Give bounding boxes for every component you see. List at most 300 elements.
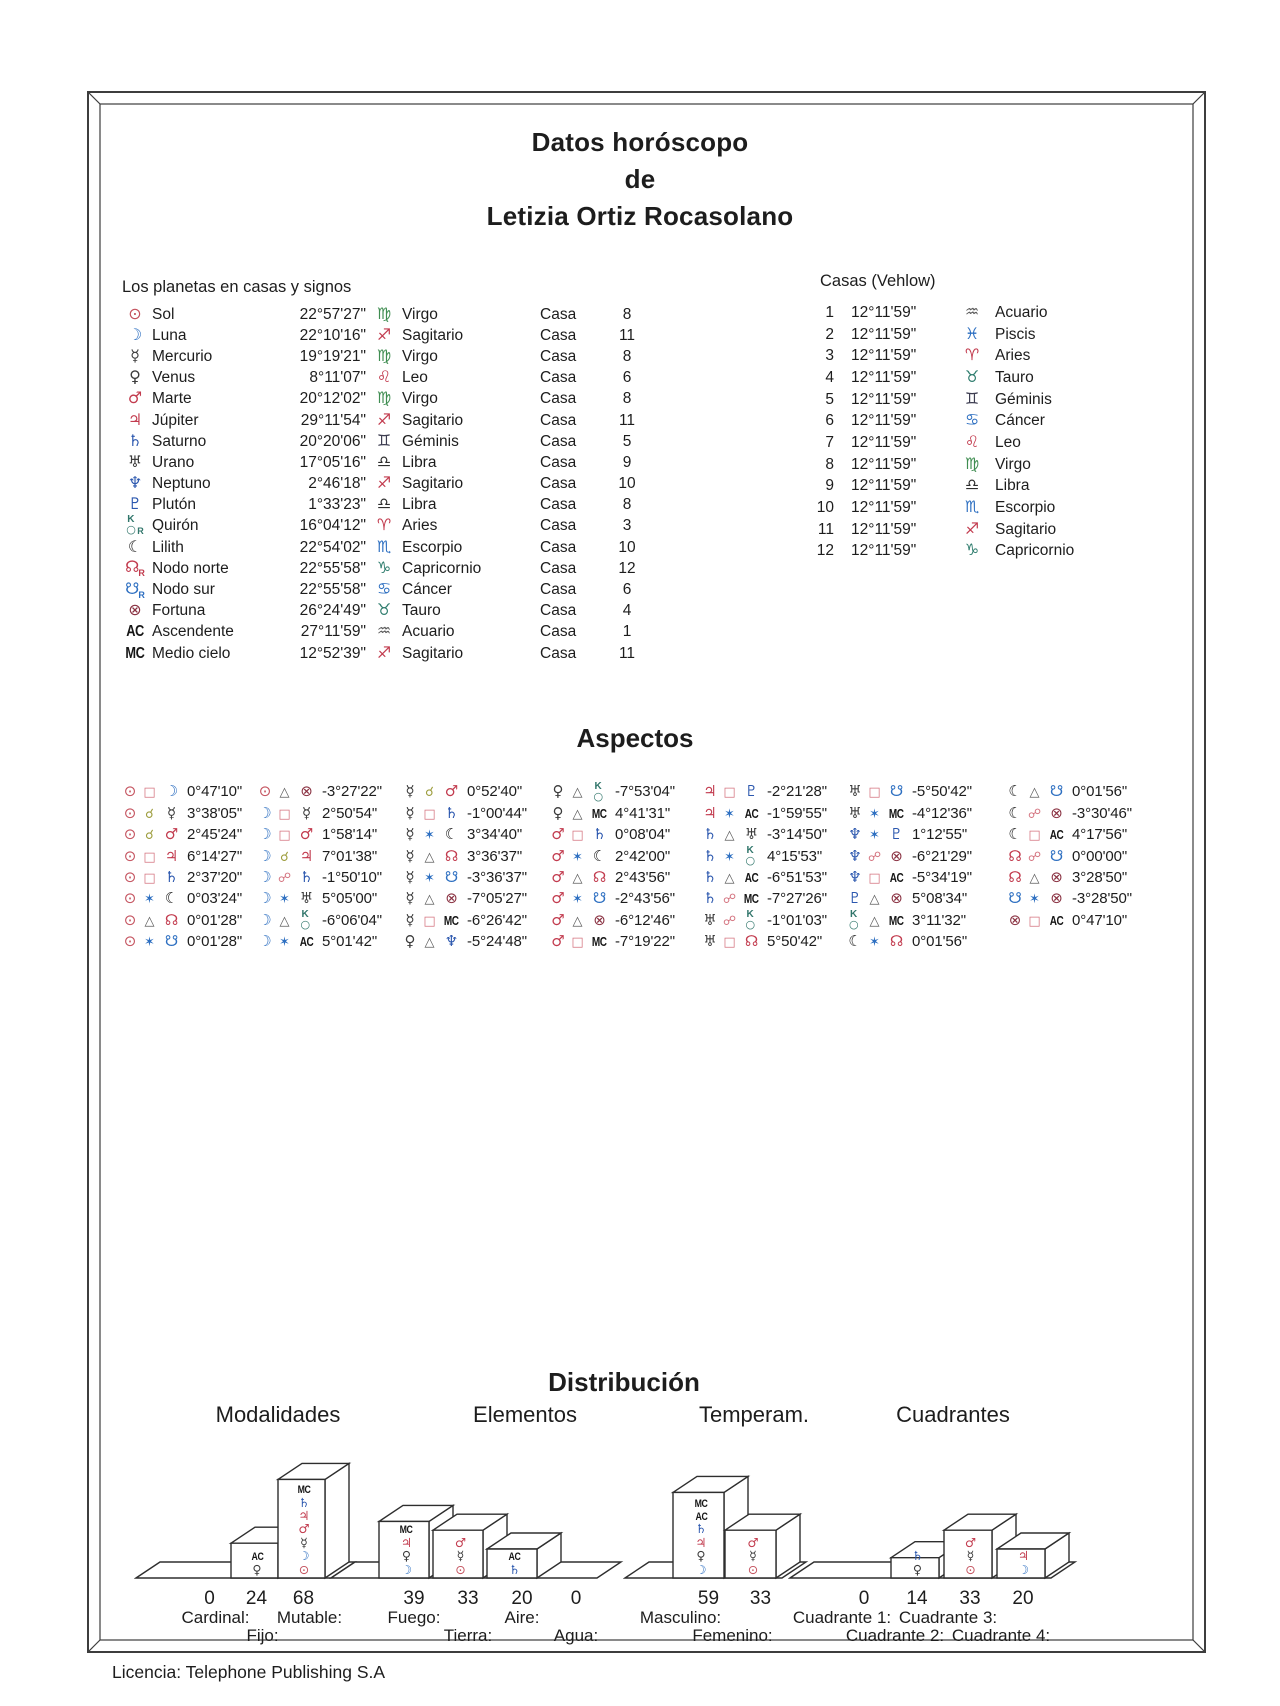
license-text: Licencia: Telephone Publishing S.A	[112, 1662, 386, 1682]
pisces-icon: ♓	[964, 323, 980, 343]
venus-icon: ♀	[552, 782, 564, 801]
conjunction-icon: ☌	[280, 849, 289, 865]
sign-name: Sagitario	[402, 411, 464, 429]
moon-icon: ☽	[127, 324, 143, 344]
AC-icon: AC	[744, 806, 759, 821]
aspect-value: 5°50'42"	[767, 933, 823, 951]
bar-glyph-stack	[433, 1536, 483, 1576]
aspect-value: 2°42'00"	[615, 847, 671, 865]
houses-section-heading: Casas (Vehlow)	[820, 272, 936, 290]
bar-glyph-line	[730, 1563, 776, 1576]
aspect-value: -4°12'36"	[912, 804, 972, 822]
fortune-icon: ⊗	[445, 889, 458, 908]
uranus-icon: ♅	[744, 825, 759, 844]
planet-position: 2°46'18"	[308, 475, 366, 493]
sun-icon: ⊙	[298, 1561, 310, 1577]
mars-icon: ♂	[454, 1534, 467, 1550]
square-icon: □	[423, 806, 436, 822]
aspect-value: 3°38'05"	[187, 804, 243, 822]
bar-glyph-line	[1002, 1549, 1045, 1562]
bar-glyph-line	[492, 1549, 537, 1562]
house-number: 10	[618, 475, 636, 493]
chiron-icon: K ○	[849, 909, 859, 932]
aspect-value: 5°05'00"	[322, 890, 378, 908]
opposition-icon: ☍	[722, 913, 737, 929]
sun-icon: ⊙	[123, 803, 137, 822]
square-icon: □	[571, 935, 584, 951]
trine-icon: △	[1029, 785, 1040, 801]
bar-glyph-line	[678, 1536, 724, 1549]
planet-name: Ascendente	[152, 623, 234, 641]
lilith-icon: ☾	[848, 932, 862, 951]
moon-icon: ☽	[258, 803, 272, 822]
bar-glyph-line	[283, 1522, 325, 1535]
aspect-value: 2°50'54"	[322, 804, 378, 822]
aries-icon: ♈	[376, 515, 392, 535]
conjunction-icon: ☌	[425, 785, 434, 801]
saturn-icon: ♄	[127, 430, 143, 450]
aspect-value: 4°41'31"	[615, 804, 671, 822]
bar-value: 20	[511, 1588, 533, 1609]
aspect-value: 4°17'56"	[1072, 826, 1128, 844]
saturn-icon: ♄	[703, 889, 717, 908]
planet-name: Marte	[152, 390, 192, 408]
planet-position: 12°52'39"	[299, 644, 366, 662]
sun-icon: ⊙	[123, 782, 137, 801]
pluto-icon: ♇	[848, 889, 862, 908]
title-line-1: Datos horóscopo	[531, 127, 749, 157]
sign-name: Géminis	[402, 432, 459, 450]
AC-icon: AC	[889, 870, 904, 885]
trine-icon: △	[572, 785, 583, 801]
sign-name: Virgo	[402, 305, 438, 323]
trine-icon: △	[572, 806, 583, 822]
house-number: 6	[622, 581, 632, 599]
moon-icon: ☽	[258, 867, 272, 886]
casa-label: Casa	[540, 369, 577, 387]
house-num: 2	[825, 325, 834, 343]
chart-title: Modalidades	[215, 1402, 341, 1427]
planet-name: Júpiter	[152, 411, 199, 429]
planet-position: 22°55'58"	[299, 581, 366, 599]
moon-icon: ☽	[1017, 1561, 1030, 1577]
bar-value: 68	[292, 1588, 315, 1609]
mars-icon: ♂	[551, 932, 565, 951]
casa-label: Casa	[540, 432, 577, 450]
casa-label: Casa	[540, 411, 577, 429]
virgo-icon: ♍	[376, 388, 392, 408]
opposition-icon: ☍	[277, 870, 292, 886]
saturn-icon: ♄	[703, 867, 717, 886]
saturn-icon: ♄	[508, 1561, 521, 1577]
bar-label: Agua:	[553, 1626, 599, 1645]
sagittarius-icon: ♐	[376, 324, 392, 344]
node_south-icon: ☋	[592, 889, 607, 908]
house-position: 12°11'59"	[851, 368, 917, 386]
node_north-icon: ☊	[744, 932, 759, 951]
lilith-icon: ☾	[164, 889, 179, 908]
casa-label: Casa	[540, 390, 577, 408]
sun-icon: ⊙	[123, 867, 137, 886]
bar-glyph-line	[896, 1563, 939, 1576]
node_north-icon: ☊	[1008, 867, 1022, 886]
venus-icon: ♀	[696, 1548, 706, 1564]
fortune-icon: ⊗	[128, 600, 142, 620]
mars-icon: ♂	[164, 825, 179, 844]
pluto-icon: ♇	[889, 825, 904, 844]
house-num: 9	[825, 477, 834, 495]
casa-label: Casa	[540, 475, 577, 493]
aspect-value: -7°27'26"	[767, 890, 827, 908]
bar-label: Cardinal:	[181, 1608, 250, 1627]
mercury-icon: ☿	[456, 1548, 465, 1564]
house-num: 3	[825, 347, 834, 365]
bar-glyph-line	[384, 1536, 429, 1549]
bar-glyph-line	[384, 1563, 429, 1576]
mercury-icon: ☿	[966, 1548, 975, 1564]
taurus-icon: ♉	[964, 366, 980, 386]
opposition-icon: ☍	[722, 892, 737, 908]
aspect-value: -5°34'19"	[912, 868, 972, 886]
trine-icon: △	[869, 913, 880, 929]
house-num: 6	[825, 412, 834, 430]
aspect-value: 3°36'37"	[467, 847, 523, 865]
aspect-value: -5°50'42"	[912, 783, 972, 801]
sign-name: Tauro	[402, 602, 441, 620]
trine-icon: △	[572, 913, 583, 929]
aspect-value: 1°58'14"	[322, 826, 378, 844]
AC-icon: AC	[299, 935, 314, 950]
bar-glyph-line	[384, 1549, 429, 1562]
mercury-icon: ☿	[405, 782, 415, 801]
sign-name: Acuario	[402, 623, 455, 641]
fortune-icon: ⊗	[300, 782, 313, 801]
aspect-value: 0°03'24"	[187, 890, 243, 908]
bar-glyph-stack	[891, 1549, 939, 1576]
aquarius-icon: ♒	[376, 621, 392, 641]
sun-icon: ⊙	[128, 303, 142, 323]
bar-glyph-stack	[725, 1536, 776, 1576]
bar-value: 24	[245, 1588, 268, 1609]
aspect-value: -3°30'46"	[1072, 804, 1132, 822]
bar-glyph-line	[949, 1536, 992, 1549]
sextile-icon: ✶	[869, 828, 880, 844]
retrograde-mark: R	[137, 526, 144, 537]
bar-glyph-line	[384, 1522, 429, 1535]
aspect-value: 2°43'56"	[615, 868, 671, 886]
aspect-value: 0°01'28"	[187, 933, 243, 951]
house-num: 5	[825, 390, 834, 408]
aspect-value: 3°28'50"	[1072, 868, 1128, 886]
sign-name: Tauro	[995, 368, 1034, 386]
sextile-icon: ✶	[869, 806, 880, 822]
aquarius-icon: ♒	[964, 301, 980, 321]
house-num: 8	[825, 455, 834, 473]
bar-value: 0	[204, 1588, 215, 1609]
trine-icon: △	[424, 935, 435, 951]
sextile-icon: ✶	[572, 849, 583, 865]
planet-position: 27°11'59"	[300, 623, 366, 641]
sign-name: Aries	[402, 517, 438, 535]
AC-icon: AC	[1049, 913, 1064, 928]
MC-icon: MC	[592, 935, 607, 950]
planet-position: 22°54'02"	[299, 538, 366, 556]
aspect-value: 6°14'27"	[187, 847, 243, 865]
planet-position: 26°24'49"	[299, 602, 366, 620]
leo-icon: ♌	[376, 367, 392, 387]
bar-glyph-line	[438, 1536, 483, 1549]
neptune-icon: ♆	[848, 867, 862, 886]
square-icon: □	[143, 870, 156, 886]
bar-glyph-line	[438, 1563, 483, 1576]
aspect-value: -6°21'29"	[912, 847, 972, 865]
sextile-icon: ✶	[572, 892, 583, 908]
bar-glyph-line	[678, 1563, 724, 1576]
casa-label: Casa	[540, 517, 577, 535]
chart-1	[329, 1440, 629, 1655]
aspect-value: 0°47'10"	[187, 783, 243, 801]
node_south-icon: ☋	[1008, 889, 1022, 908]
aspect-value: -6°26'42"	[467, 911, 527, 929]
taurus-icon: ♉	[376, 600, 392, 620]
sign-name: Cáncer	[995, 412, 1045, 430]
saturn-icon: ♄	[695, 1521, 707, 1537]
MC-icon: MC	[889, 913, 904, 928]
libra-icon: ♎	[376, 451, 392, 471]
bar-glyph-line	[283, 1509, 325, 1522]
aspect-value: -6°51'53"	[767, 868, 827, 886]
title-line-2: de	[624, 164, 656, 194]
house-number: 8	[622, 305, 632, 323]
fortune-icon: ⊗	[1050, 867, 1063, 886]
sign-name: Acuario	[995, 303, 1048, 321]
sextile-icon: ✶	[724, 849, 735, 865]
retrograde-mark: R	[138, 568, 145, 579]
planet-name: Neptuno	[152, 475, 211, 493]
AC-icon: AC	[744, 870, 759, 885]
jupiter-icon: ♃	[164, 846, 179, 865]
square-icon: □	[723, 935, 736, 951]
mercury-icon: ☿	[749, 1548, 757, 1564]
trine-icon: △	[572, 870, 583, 886]
planet-name: Nodo sur	[152, 581, 215, 599]
aspect-value: -2°21'28"	[767, 783, 827, 801]
moon-icon: ☽	[258, 910, 272, 929]
casa-label: Casa	[540, 623, 577, 641]
sign-name: Escorpio	[995, 499, 1056, 517]
sign-name: Sagitario	[402, 475, 464, 493]
saturn-icon: ♄	[164, 867, 179, 886]
house-position: 12°11'59"	[851, 520, 917, 538]
sextile-icon: ✶	[424, 828, 435, 844]
aspect-value: -7°19'22"	[615, 933, 675, 951]
mercury-icon: ☿	[405, 867, 415, 886]
planet-name: Luna	[152, 326, 187, 344]
mercury-icon: ☿	[130, 345, 140, 365]
bar-glyph-line	[949, 1563, 992, 1576]
house-position: 12°11'59"	[851, 325, 917, 343]
bar-glyph-line	[730, 1536, 776, 1549]
sun-icon: ⊙	[747, 1561, 759, 1577]
house-number: 12	[618, 559, 636, 577]
MC-icon: MC	[744, 892, 759, 907]
bar-label: Mutable:	[276, 1608, 343, 1627]
bar-value: 59	[697, 1588, 720, 1609]
aspect-value: 0°01'56"	[1072, 783, 1128, 801]
saturn-icon: ♄	[444, 803, 459, 822]
square-icon: □	[1028, 913, 1041, 929]
aspect-value: 0°47'10"	[1072, 911, 1128, 929]
house-number: 11	[618, 411, 636, 429]
planet-position: 22°10'16"	[299, 326, 366, 344]
planet-position: 22°55'58"	[299, 559, 366, 577]
lilith-icon: ☾	[1008, 825, 1022, 844]
chart-title: Elementos	[473, 1402, 577, 1427]
bar-glyph-line	[492, 1563, 537, 1576]
node_north-icon: ☊	[164, 910, 179, 929]
aspect-value: 5°01'42"	[322, 933, 378, 951]
aspect-value: -1°01'03"	[767, 911, 827, 929]
lilith-icon: ☾	[592, 846, 607, 865]
house-number: 5	[622, 432, 632, 450]
mars-icon: ♂	[298, 1521, 310, 1537]
house-number: 11	[618, 644, 636, 662]
neptune-icon: ♆	[848, 846, 862, 865]
lilith-icon: ☾	[127, 536, 143, 556]
house-number: 1	[622, 623, 632, 641]
aries-icon: ♈	[964, 345, 980, 365]
sign-name: Géminis	[995, 390, 1052, 408]
cancer-icon: ♋	[376, 579, 392, 599]
planet-position: 20°12'02"	[299, 390, 366, 408]
MC-icon: MC	[694, 1497, 708, 1510]
chart-3	[788, 1440, 1083, 1655]
sign-name: Escorpio	[402, 538, 463, 556]
sun-icon: ⊙	[123, 846, 137, 865]
planet-name: Urano	[152, 453, 195, 471]
aspect-value: -3°36'37"	[467, 868, 527, 886]
moon-icon: ☽	[258, 825, 272, 844]
house-position: 12°11'59"	[851, 390, 917, 408]
casa-label: Casa	[540, 602, 577, 620]
scorpio-icon: ♏	[964, 497, 980, 517]
node_south-icon: ☋	[1049, 846, 1064, 865]
scorpio-icon: ♏	[376, 536, 392, 556]
sun-icon: ⊙	[123, 932, 137, 951]
saturn-icon: ♄	[298, 1494, 310, 1510]
AC-icon: AC	[695, 1510, 707, 1523]
bar-glyph-line	[896, 1549, 939, 1562]
bar-glyph-line	[283, 1496, 325, 1509]
bar-glyph-line	[283, 1549, 325, 1562]
mars-icon: ♂	[299, 825, 314, 844]
gemini-icon: ♊	[964, 388, 980, 408]
bar-value: 14	[906, 1588, 928, 1609]
planet-name: Venus	[152, 369, 196, 387]
venus-icon: ♀	[912, 1561, 923, 1577]
house-position: 12°11'59"	[851, 477, 917, 495]
sign-name: Capricornio	[995, 542, 1075, 560]
bar-glyph-line	[283, 1482, 325, 1495]
MC-icon: MC	[297, 1484, 311, 1497]
MC-icon: MC	[400, 1524, 413, 1537]
aspect-value: -2°43'56"	[615, 890, 675, 908]
capricorn-icon: ♑	[964, 540, 980, 560]
sagittarius-icon: ♐	[376, 642, 392, 662]
sun-icon: ⊙	[455, 1561, 466, 1577]
chiron-icon: K ○	[745, 845, 756, 868]
node_south-icon: ☋	[444, 867, 459, 886]
venus-icon: ♀	[552, 803, 564, 822]
house-num: 1	[825, 303, 834, 321]
casa-label: Casa	[540, 496, 577, 514]
sign-name: Libra	[995, 477, 1030, 495]
sign-name: Sagitario	[402, 326, 464, 344]
moon-icon: ☽	[695, 1561, 707, 1577]
sun-icon: ⊙	[123, 910, 137, 929]
planet-position: 20°20'06"	[299, 432, 366, 450]
planet-position: 1°33'23"	[308, 496, 366, 514]
uranus-icon: ♅	[127, 451, 143, 471]
venus-icon: ♀	[401, 1548, 412, 1564]
moon-icon: ☽	[400, 1561, 413, 1577]
mercury-icon: ☿	[405, 825, 415, 844]
planet-name: Quirón	[152, 517, 199, 535]
casa-label: Casa	[540, 347, 577, 365]
moon-icon: ☽	[258, 932, 272, 951]
house-number: 9	[622, 453, 632, 471]
trine-icon: △	[279, 785, 290, 801]
square-icon: □	[1028, 828, 1041, 844]
aspect-value: 7°01'38"	[322, 847, 378, 865]
aspect-value: -6°06'04"	[322, 911, 382, 929]
sign-name: Libra	[402, 453, 437, 471]
trine-icon: △	[144, 913, 155, 929]
jupiter-icon: ♃	[695, 1534, 707, 1550]
node_north-icon: ☊	[1008, 846, 1022, 865]
saturn-icon: ♄	[299, 867, 314, 886]
planet-name: Plutón	[152, 496, 196, 514]
house-number: 8	[622, 347, 632, 365]
aspect-value: 3°34'40"	[467, 826, 523, 844]
venus-icon: ♀	[404, 932, 416, 951]
planets-section-heading: Los planetas en casas y signos	[122, 278, 352, 296]
casa-label: Casa	[540, 326, 577, 344]
mercury-icon: ☿	[300, 1534, 308, 1550]
neptune-icon: ♆	[848, 825, 862, 844]
house-num: 7	[825, 433, 834, 451]
moon-icon: ☽	[258, 846, 272, 865]
bar-glyph-line	[678, 1509, 724, 1522]
fortune-icon: ⊗	[593, 910, 606, 929]
house-position: 12°11'59"	[851, 455, 917, 473]
sign-name: Aries	[995, 347, 1031, 365]
chart-title: Temperam.	[698, 1402, 810, 1427]
sagittarius-icon: ♐	[376, 473, 392, 493]
pluto-icon: ♇	[127, 494, 143, 514]
node_south-icon: ☋	[164, 932, 179, 951]
mars-icon: ♂	[551, 910, 565, 929]
bar-glyph-line	[678, 1522, 724, 1535]
sign-name: Virgo	[402, 347, 438, 365]
venus-icon: ♀	[129, 367, 141, 387]
trine-icon: △	[424, 849, 435, 865]
bar-glyph-line	[678, 1549, 724, 1562]
planet-name: Medio cielo	[152, 644, 231, 662]
sun-icon: ⊙	[123, 825, 137, 844]
sign-name: Cáncer	[402, 581, 452, 599]
mercury-icon: ☿	[405, 889, 415, 908]
